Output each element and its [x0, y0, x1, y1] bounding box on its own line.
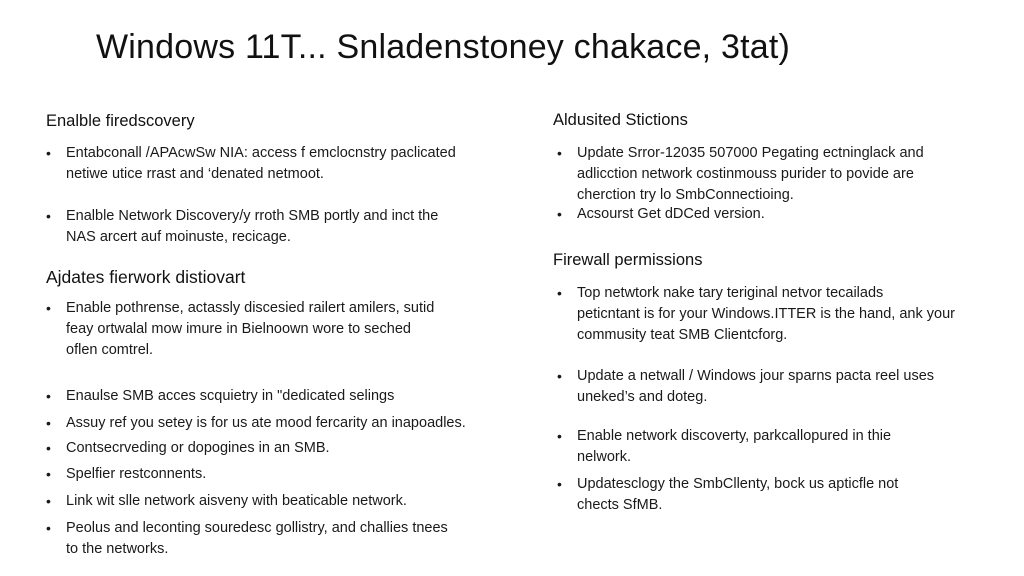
- list-item-text: Acsourst Get dDCed version.: [577, 206, 765, 222]
- list-item: [557, 426, 997, 468]
- list-item-text: Enalble Network Discovery/y rroth SMB portly and inct the NAS arcert auf moinuste, recicage.: [66, 208, 439, 245]
- list-item: [557, 204, 997, 225]
- list-item: [557, 474, 997, 516]
- bullet-icon: •: [557, 428, 562, 444]
- bullet-icon: •: [46, 208, 51, 224]
- list-item-text: Update a netwall / Windows jour sparns pacta reel uses uneked’s and doteg.: [577, 368, 935, 405]
- bullet-icon: •: [557, 145, 562, 161]
- list-item-text: Assuy ref you setey is for us ate mood fercarity an inapoadles.: [66, 415, 466, 431]
- list-item: [46, 143, 506, 185]
- list-item-text: Enaulse SMB acces scquietry in "dedicated selings: [66, 388, 395, 404]
- list-item: [46, 491, 506, 512]
- left-section-2-heading: Ajdates fierwork distiovart: [46, 267, 246, 287]
- list-item-text: Link wit slle network aisveny with beaticable network.: [66, 493, 407, 509]
- bullet-icon: •: [46, 520, 51, 536]
- right-section-1-heading: Aldusited Stictions: [553, 111, 688, 129]
- list-item: [557, 283, 997, 346]
- left-section-1-heading: Enalble firedscovery: [46, 112, 195, 130]
- page-title: Windows 11T... Snladenstoney chakace, 3tat): [96, 28, 791, 66]
- bullet-icon: •: [46, 493, 51, 509]
- list-item: [46, 438, 506, 459]
- bullet-icon: •: [46, 388, 51, 404]
- list-item: [557, 366, 997, 408]
- list-item-text: Peolus and leconting souredesc gollistry, and challies tnees to the networks.: [66, 520, 448, 557]
- list-item: [46, 386, 506, 407]
- list-item-text: Enable network discoverty, parkcallopured in thie nelwork.: [577, 428, 892, 465]
- list-item: [46, 413, 506, 434]
- list-item-text: Top netwtork nake tary teriginal netvor tecailads peticntant is for your Windows.ITTER is the hand, ank your commusity teat SMB Clientcforg.: [577, 285, 955, 343]
- bullet-icon: •: [46, 466, 51, 482]
- list-item-text: Contsecrveding or dopogines in an SMB.: [66, 440, 330, 456]
- list-item-text: Enable pothrense, actassly discesied railert amilers, sutid feay ortwalal mow imure in Bielnoown wore to seched oflen comtrel.: [66, 300, 435, 358]
- bullet-icon: •: [46, 300, 51, 316]
- bullet-icon: •: [557, 368, 562, 384]
- right-section-2-heading: Firewall permissions: [553, 251, 703, 269]
- bullet-icon: •: [557, 206, 562, 222]
- list-item-text: Entabconall /APAcwSw NIA: access f emclocnstry paclicated netiwe utice rrast and ‘denated netmoot.: [66, 145, 456, 182]
- bullet-icon: •: [46, 415, 51, 431]
- list-item-text: Update Srror-12035 507000 Pegating ectninglack and adlicction network costinmouss purider to povide are cherction try lo SmbConnectioing.: [577, 145, 924, 203]
- list-item-text: Spelfier restconnents.: [66, 466, 207, 482]
- list-item: [46, 298, 506, 361]
- list-item: [557, 143, 997, 206]
- bullet-icon: •: [46, 440, 51, 456]
- bullet-icon: •: [557, 476, 562, 492]
- list-item-text: Updatesclogy the SmbCllenty, bock us apticfle not chects SfMB.: [577, 476, 899, 513]
- bullet-icon: •: [557, 285, 562, 301]
- list-item: [46, 464, 506, 485]
- bullet-icon: •: [46, 145, 51, 161]
- list-item: [46, 206, 506, 248]
- list-item: [46, 518, 506, 560]
